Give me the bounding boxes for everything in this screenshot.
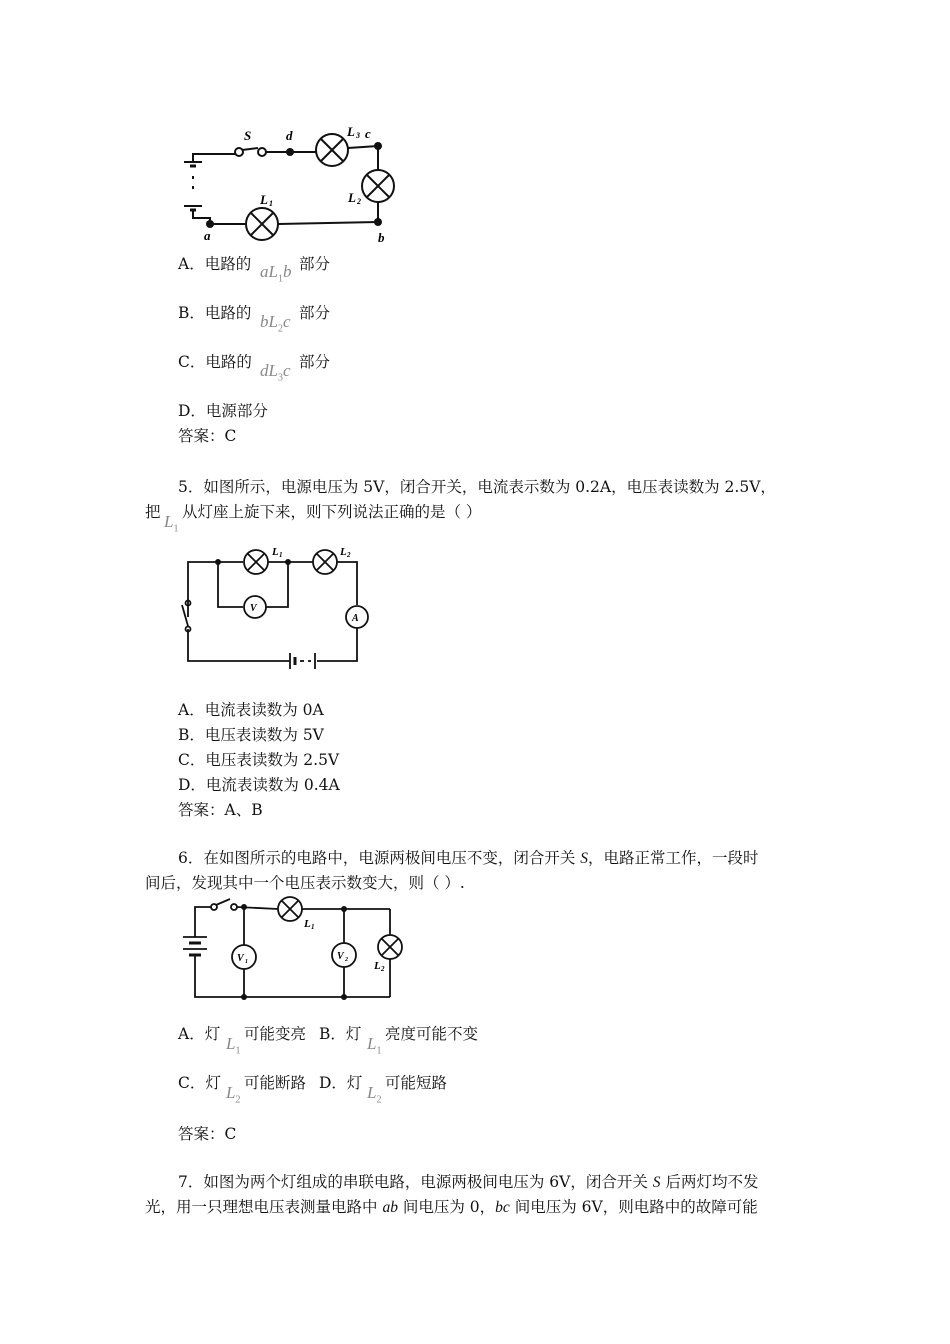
q4-label-b: b: [378, 230, 385, 245]
q5-ammeter-label: A: [352, 613, 359, 624]
q5-stem-line2-pre: 把: [145, 503, 161, 521]
q4-label-c: c: [365, 126, 371, 141]
q5-circuit-diagram: [180, 545, 380, 675]
q6-option-c-post: 可能断路: [244, 1074, 307, 1092]
q6-option-a-pre: A．灯: [178, 1025, 221, 1043]
q5-option-b: B．电压表读数为 5V: [178, 726, 324, 744]
q7-stem-line1: 7．如图为两个灯组成的串联电路，电源两极间电压为 6V，闭合开关 S 后两灯均不发: [178, 1173, 759, 1191]
q5-label-l2: L: [340, 546, 347, 558]
q4-circuit-diagram: [170, 122, 430, 252]
q4-label-d: d: [286, 128, 293, 143]
q5-label-l1-sub: 1: [279, 551, 283, 559]
q4-label-l2: L: [348, 190, 356, 205]
q5-voltmeter-label: V: [250, 603, 257, 614]
q4-label-s: S: [244, 128, 252, 143]
q4-label-l1: L: [260, 192, 268, 207]
q5-answer: 答案：A、B: [178, 801, 263, 819]
q4-option-b-suffix: 部分: [299, 304, 331, 322]
q4-option-c-prefix: C．电路的: [178, 353, 252, 371]
q4-answer: 答案：C: [178, 427, 237, 445]
q6-option-a-post: 可能变亮: [244, 1025, 307, 1043]
q4-label-a: a: [204, 228, 211, 243]
q6-option-c-pre: C．灯: [178, 1074, 221, 1092]
q5-stem-lamp-symbol: $L_1$: [164, 512, 179, 535]
q4-option-b-formula: $bL_2c$: [260, 312, 291, 335]
q5-option-c: C．电压表读数为 2.5V: [178, 751, 340, 769]
q6-option-b-pre: B．灯: [319, 1025, 362, 1043]
q6-option-b-lamp: $L_1$: [367, 1034, 382, 1057]
q6-option-d-lamp: $L_2$: [367, 1083, 382, 1106]
q5-option-a: A．电流表读数为 0A: [178, 701, 324, 719]
q6-label-l2: L: [374, 960, 381, 972]
q6-voltmeter1-label: V: [237, 953, 244, 964]
q6-stem-line1: 6．在如图所示的电路中，电源两极间电压不变，闭合开关 S，电路正常工作，一段时: [178, 849, 759, 867]
q6-option-d-pre: D．灯: [319, 1074, 363, 1092]
q4-label-l3: L: [347, 124, 355, 139]
q4-option-a-formula: $aL_1b$: [260, 262, 292, 285]
q6-label-l1: L: [304, 918, 311, 930]
q4-option-a-suffix: 部分: [299, 255, 331, 273]
q5-stem-line1: 5．如图所示，电源电压为 5V，闭合开关，电流表示数为 0.2A，电压表读数为 2.5V，: [178, 478, 776, 496]
q6-stem-line2: 间后，发现其中一个电压表示数变大，则（ ）.: [145, 874, 465, 892]
q5-stem-line2-post: 从灯座上旋下来，则下列说法正确的是（ ）: [182, 503, 482, 521]
q4-option-d: D．电源部分: [178, 402, 268, 420]
q6-option-d-post: 可能短路: [385, 1074, 448, 1092]
q4-label-l2-sub: 2: [357, 197, 361, 206]
q6-voltmeter2-label: V: [337, 951, 344, 962]
q4-option-b: [178, 303, 251, 323]
q4-option-c-suffix: 部分: [299, 353, 331, 371]
q4-option-a-prefix: A．电路的: [178, 255, 252, 273]
q7-stem-line2: 光，用一只理想电压表测量电路中 ab 间电压为 0，bc 间电压为 6V，则电路中的故障可能: [145, 1198, 758, 1216]
q5-option-d: D．电流表读数为 0.4A: [178, 776, 340, 794]
q6-option-c-lamp: $L_2$: [226, 1083, 241, 1106]
q4-option-b-prefix: B．电路的: [178, 304, 252, 322]
q6-label-l2-sub: 2: [381, 965, 385, 973]
q6-circuit-diagram: [178, 895, 408, 1005]
q4-option-a: [178, 254, 251, 274]
q4-option-c-formula: $dL_3c$: [260, 361, 291, 384]
q6-option-a-lamp: $L_1$: [226, 1034, 241, 1057]
q5-label-l2-sub: 2: [347, 551, 351, 559]
q4-label-l1-sub: 1: [269, 199, 273, 208]
q4-label-l3-sub: 3: [356, 131, 360, 140]
q6-voltmeter1-sub: 1: [245, 959, 248, 965]
q6-voltmeter2-sub: 2: [345, 957, 348, 963]
q4-option-c: [178, 352, 252, 372]
q6-answer: 答案：C: [178, 1125, 237, 1143]
q5-label-l1: L: [272, 546, 279, 558]
q6-option-b-post: 亮度可能不变: [385, 1025, 479, 1043]
q6-label-l1-sub: 1: [311, 923, 315, 931]
